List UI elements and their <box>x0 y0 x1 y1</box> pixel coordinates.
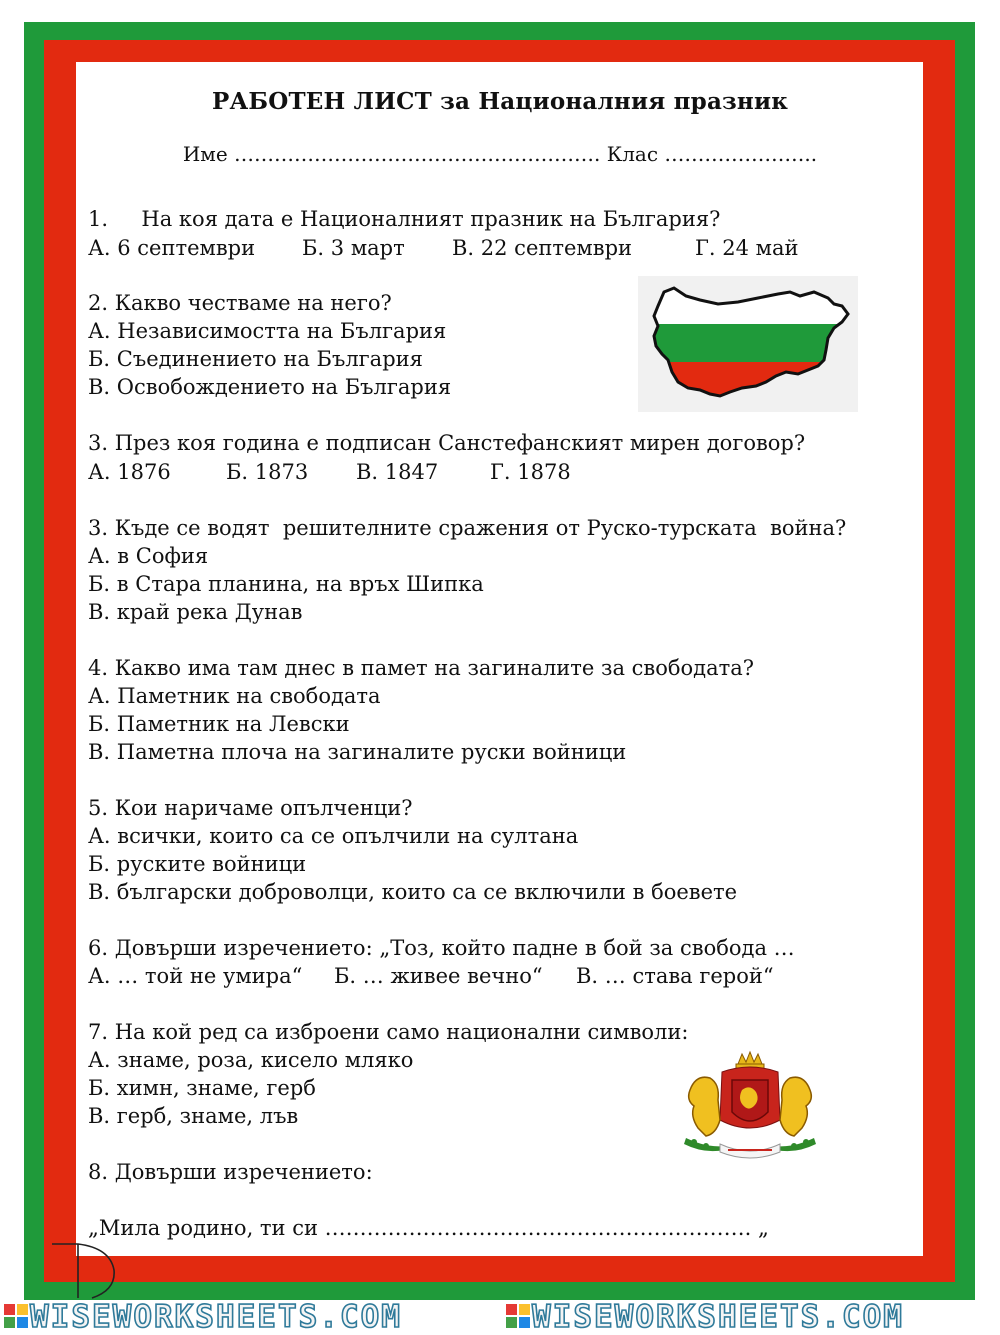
watermark-strip <box>0 1299 1000 1335</box>
q3-option-c[interactable]: В. 1847 <box>356 460 439 484</box>
q5-option-a[interactable]: А. всички, които са се опълчили на султана <box>88 824 579 848</box>
question-5: 5. Кои наричаме опълченци? <box>88 796 413 820</box>
q6-option-b[interactable]: Б. … живее вечно“ <box>334 964 543 988</box>
q7-option-b[interactable]: Б. химн, знаме, герб <box>88 1076 316 1100</box>
coat-of-arms-image <box>676 1050 824 1162</box>
signature-mark-icon <box>48 1240 128 1300</box>
q3b-option-c[interactable]: В. край река Дунав <box>88 600 303 624</box>
q6-option-c[interactable]: В. … става герой“ <box>576 964 774 988</box>
question-2: 2. Какво честваме на него? <box>88 291 392 315</box>
q1-option-c[interactable]: В. 22 септември <box>452 236 633 260</box>
watermark-text-right: WISEWORKSHEETS.COM <box>532 1299 904 1335</box>
name-class-line: Име ………………………………………………. Клас ………………….. <box>182 142 818 166</box>
question-7: 7. На кой ред са изброени само национални символи: <box>88 1020 689 1044</box>
wise-worksheets-logo-icon <box>506 1304 530 1328</box>
q4-option-b[interactable]: Б. Паметник на Левски <box>88 712 350 736</box>
q2-option-c[interactable]: В. Освобождението на България <box>88 375 452 399</box>
q3-option-b[interactable]: Б. 1873 <box>226 460 309 484</box>
q6-option-a[interactable]: А. … той не умира“ <box>88 964 303 988</box>
q4-option-c[interactable]: В. Паметна плоча на загиналите руски войници <box>88 740 627 764</box>
question-1: 1. На коя дата е Националният празник на България? <box>88 207 721 231</box>
question-3: 3. През коя година е подписан Санстефанският мирен договор? <box>88 431 806 455</box>
q4-option-a[interactable]: А. Паметник на свободата <box>88 684 381 708</box>
question-4: 4. Какво има там днес в памет на загиналите за свободата? <box>88 656 755 680</box>
q2-option-a[interactable]: А. Независимостта на България <box>88 319 447 343</box>
q7-option-c[interactable]: В. герб, знаме, лъв <box>88 1104 299 1128</box>
bulgaria-flag-map-image <box>638 276 858 412</box>
q2-option-b[interactable]: Б. Съединението на България <box>88 347 423 371</box>
q3b-option-a[interactable]: А. в София <box>88 544 209 568</box>
q5-option-b[interactable]: Б. руските войници <box>88 852 307 876</box>
wise-worksheets-logo-icon <box>4 1304 28 1328</box>
q1-option-b[interactable]: Б. 3 март <box>302 236 405 260</box>
q7-option-a[interactable]: А. знаме, роза, кисело мляко <box>88 1048 414 1072</box>
q3-option-d[interactable]: Г. 1878 <box>490 460 571 484</box>
question-6: 6. Довърши изречението: „Тоз, който падне в бой за свобода … <box>88 936 795 960</box>
worksheet-title: РАБОТЕН ЛИСТ за Националния празник <box>211 88 789 115</box>
question-3b: 3. Къде се водят решителните сражения от Руско-турската война? <box>88 516 847 540</box>
q1-option-a[interactable]: А. 6 септември <box>88 236 256 260</box>
watermark-text-left: WISEWORKSHEETS.COM <box>30 1299 402 1335</box>
q8-answer-line[interactable]: „Мила родино, ти си ……………………………………………………. „ <box>88 1216 769 1240</box>
q5-option-c[interactable]: В. български доброволци, които са се включили в боевете <box>88 880 738 904</box>
q3b-option-b[interactable]: Б. в Стара планина, на връх Шипка <box>88 572 484 596</box>
q3-option-a[interactable]: А. 1876 <box>88 460 171 484</box>
question-8: 8. Довърши изречението: <box>88 1160 373 1184</box>
q1-option-d[interactable]: Г. 24 май <box>695 236 799 260</box>
